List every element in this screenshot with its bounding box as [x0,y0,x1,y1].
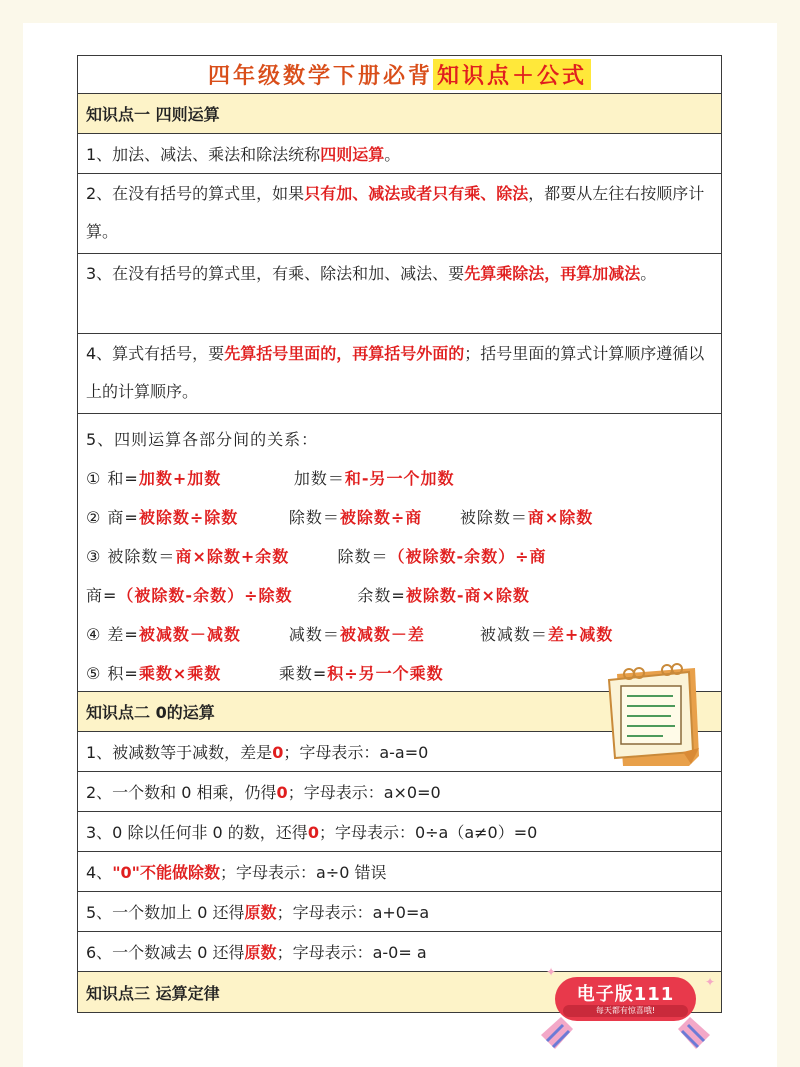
formula-line: ③ 被除数＝商×除数+余数 除数＝（被除数-余数）÷商 [86,547,547,566]
formula-line: ② 商=被除数÷除数 除数＝被除数÷商 被除数＝商×除数 [86,508,594,527]
section-heading-1 [78,94,721,134]
list-item: 1、被减数等于减数，差是0；字母表示：a-a=0 [78,732,721,772]
badge-subtitle: 每天都有惊喜哦! [595,1006,656,1015]
star-icon: ✦ [546,965,557,979]
title-main: 四年级数学下册必背 [207,64,433,89]
formula-line: ① 和=加数+加数 加数＝和-另一个加数 [86,469,455,488]
badge-title: 电子版111 [576,984,675,1005]
list-item: 2、在没有括号的算式里，如果只有加、减法或者只有乘、除法，都要从左往右按顺序计算。 [78,174,721,254]
relations-block [78,414,721,692]
list-item: 4、算式有括号，要先算括号里面的，再算括号外面的；括号里面的算式计算顺序遵循以上的计算顺序。 [78,334,721,414]
page-title [78,56,721,94]
section-heading-text: 知识点二 0的运算 [86,703,215,722]
star-icon: ✦ [705,975,716,989]
relations-intro: 5、四则运算各部分间的关系： [86,430,319,449]
formula-line: ⑤ 积=乘数×乘数 乘数=积÷另一个乘数 [86,664,444,683]
knowledge-table [77,55,722,1013]
title-highlight: 知识点＋公式 [433,59,591,90]
section-heading-text: 知识点一 四则运算 [86,105,220,124]
notepad-icon [603,652,703,770]
section-heading-text: 知识点三 运算定律 [86,983,220,1003]
list-item: 3、0 除以任何非 0 的数，还得0；字母表示：0÷a（a≠0）=0 [78,812,721,852]
list-item: 2、一个数和 0 相乘，仍得0；字母表示：a×0=0 [78,772,721,812]
list-item: 3、在没有括号的算式里，有乘、除法和加、减法、要先算乘除法，再算加减法。 [78,254,721,334]
formula-line: 商=（被除数-余数）÷除数 余数=被除数-商×除数 [86,586,530,605]
formula-line: ④ 差=被减数－减数 减数＝被减数－差 被减数＝差+减数 [86,625,614,644]
list-item: 4、"0"不能做除数；字母表示：a÷0 错误 [78,852,721,892]
ebook-badge [533,965,718,1055]
list-item: 6、一个数减去 0 还得原数；字母表示：a-0= a [78,932,721,972]
list-item: 1、加法、减法、乘法和除法统称四则运算。 [78,134,721,174]
list-item: 5、一个数加上 0 还得原数；字母表示：a+0=a [78,892,721,932]
